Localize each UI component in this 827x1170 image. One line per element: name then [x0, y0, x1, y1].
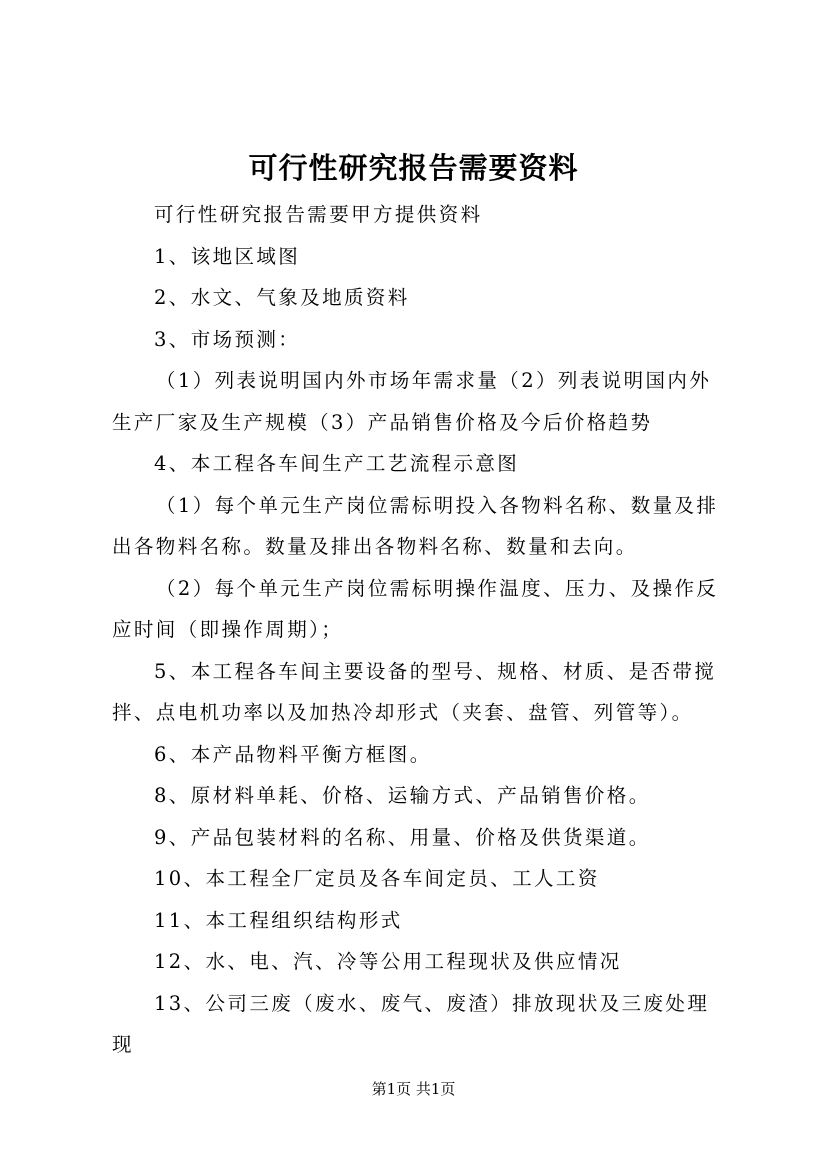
paragraph-item-3-details: （1）列表说明国内外市场年需求量（2）列表说明国内外生产厂家及生产规模（3）产品销售价格及今后价格趋势 — [112, 369, 712, 434]
document-title: 可行性研究报告需要资料 — [248, 151, 579, 185]
paragraph-item-11: 11、本工程组织结构形式 — [154, 908, 403, 932]
paragraph-item-4-sub-2: （2）每个单元生产岗位需标明操作温度、压力、及操作反应时间（即操作周期）； — [112, 576, 719, 641]
paragraph-item-12: 12、水、电、汽、冷等公用工程现状及供应情况 — [154, 950, 622, 973]
paragraph-item-13: 13、公司三废（废水、废气、废渣）排放现状及三废处理现 — [112, 991, 710, 1056]
paragraph-item-3: 3、市场预测： — [154, 327, 301, 351]
paragraph-item-4-sub-1: （1）每个单元生产岗位需标明投入各物料名称、数量及排出各物料名称。数量及排出各物料名称、数量和去向。 — [112, 493, 719, 558]
paragraph-item-2: 2、水文、气象及地质资料 — [154, 286, 410, 309]
page-footer: 第1页 共1页 — [371, 1080, 456, 1098]
paragraph-item-6: 6、本产品物料平衡方框图。 — [154, 742, 432, 766]
paragraph-item-4: 4、本工程各车间生产工艺流程示意图 — [154, 452, 520, 475]
paragraph-item-5: 5、本工程各车间主要设备的型号、规格、材质、是否带搅拌、点电机功率以及加热冷却形式（夹套、盘管、列管等）。 — [112, 659, 717, 724]
document-body — [112, 194, 728, 1066]
paragraph-item-10: 10、本工程全厂定员及各车间定员、工人工资 — [154, 867, 600, 890]
paragraph-item-9: 9、产品包装材料的名称、用量、价格及供货渠道。 — [154, 825, 651, 849]
paragraph-item-8: 8、原材料单耗、价格、运输方式、产品销售价格。 — [154, 784, 651, 807]
paragraph-item-1: 1、该地区域图 — [154, 244, 301, 268]
paragraph-intro: 可行性研究报告需要甲方提供资料 — [154, 203, 483, 226]
